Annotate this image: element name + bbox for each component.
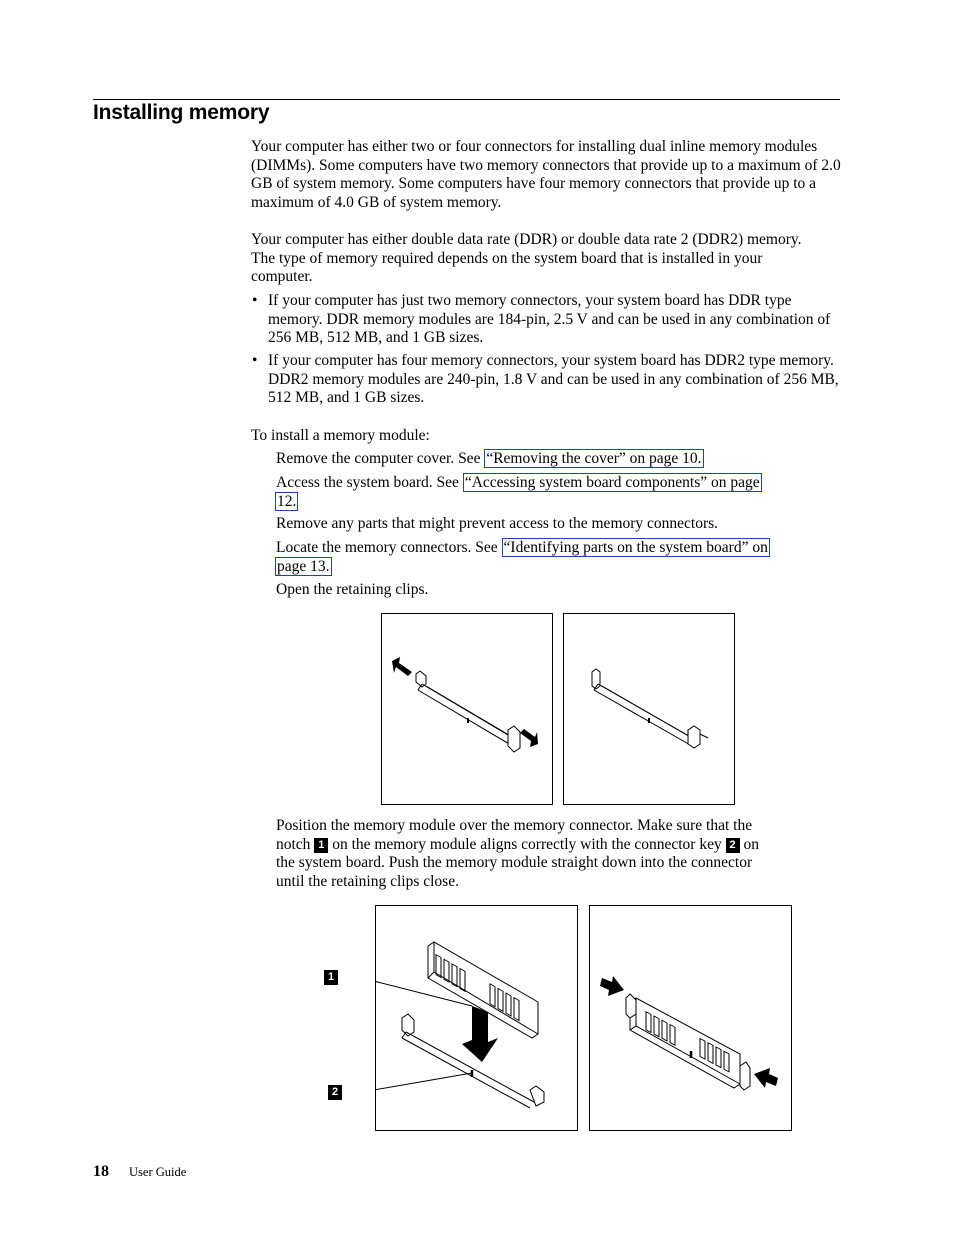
step-2-text: Access the system board. See — [276, 474, 463, 491]
arrow-right-icon — [600, 976, 624, 996]
procedure-intro: To install a memory module: — [251, 427, 430, 444]
callout-1-badge: 1 — [314, 838, 328, 853]
link-identifying-parts-cont[interactable]: page 13. — [277, 557, 330, 575]
step-6-middle-text: on the memory module aligns correctly with the connector key — [328, 835, 726, 853]
connector-open-clips-illustration — [382, 614, 552, 804]
figure-insert-module — [375, 905, 578, 1131]
step-1 — [276, 450, 704, 469]
link-removing-cover[interactable]: “Removing the cover” on page 10. — [486, 450, 702, 467]
page-number: 18 — [93, 1163, 109, 1180]
step-4-text: Locate the memory connectors. See — [276, 539, 502, 556]
arrow-right-icon — [520, 729, 538, 747]
step-6-line-3: the system board. Push the memory module straight down into the connector — [276, 854, 753, 872]
bullet-dot: • — [252, 292, 258, 309]
step-1-text: Remove the computer cover. See — [276, 450, 485, 467]
arrow-left-icon — [754, 1068, 778, 1088]
link-accessing-board[interactable]: “Accessing system board components” on page — [464, 474, 760, 491]
bullet-dot: • — [252, 352, 258, 369]
bullet-text: If your computer has four memory connectors, your system board has DDR2 type memory. DDR2 memory modules are 240-pin, 1.8 V and can be used in any combination of 256 MB, 512 MB, and 1 GB sizes. — [268, 352, 839, 407]
step-3: Remove any parts that might prevent access to the memory connectors. — [276, 515, 719, 532]
bullet-item-ddr2 — [252, 352, 843, 408]
step-6-on-text: on — [739, 835, 759, 853]
link-identifying-parts[interactable]: “Identifying parts on the system board” on — [503, 539, 768, 556]
figure-callout-1: 1 — [324, 970, 338, 985]
connector-clips-opened-illustration — [564, 614, 734, 804]
step-4 — [276, 539, 841, 576]
step-2 — [276, 474, 836, 511]
step-6-line-2 — [276, 836, 846, 855]
step-6-notch-text: notch — [276, 835, 315, 853]
figure-clips-opened — [563, 613, 735, 805]
bullet-item-ddr — [252, 292, 840, 348]
figure-callout-2: 2 — [328, 1085, 342, 1100]
link-accessing-board-cont[interactable]: 12. — [277, 492, 297, 510]
intro-paragraph-1: Your computer has either two or four connectors for installing dual inline memory modules (DIMMs). Some computers have two memory connectors that provide up to a maximum of 2.0 GB of system memory. Some computers have four memory connectors that provide up to a maximum of 4.0 GB of system memory. — [251, 138, 841, 212]
step-5: Open the retaining clips. — [276, 581, 429, 598]
module-seated-illustration — [590, 906, 791, 1130]
figure-open-clips — [381, 613, 553, 805]
heading-rule — [93, 99, 840, 100]
page-title: Installing memory — [93, 101, 270, 124]
bullet-text: If your computer has just two memory connectors, your system board has DDR type memory. DDR memory modules are 184-pin, 2.5 V and can be used in any combination of 256 MB, 512 MB, and 1 GB sizes. — [268, 292, 831, 347]
figure-module-seated — [589, 905, 792, 1131]
step-6-line-1: Position the memory module over the memory connector. Make sure that the — [276, 817, 753, 834]
footer-title: User Guide — [129, 1165, 187, 1179]
intro-paragraph-2: Your computer has either double data rate (DDR) or double data rate 2 (DDR2) memory. The type of memory required depends on the system board that is installed in your computer. — [251, 231, 802, 286]
step-6-line-4: until the retaining clips close. — [276, 873, 459, 891]
step-6 — [276, 817, 846, 892]
arrow-left-icon — [392, 657, 412, 676]
module-insertion-illustration — [376, 906, 577, 1130]
callout-2-badge: 2 — [726, 838, 740, 853]
